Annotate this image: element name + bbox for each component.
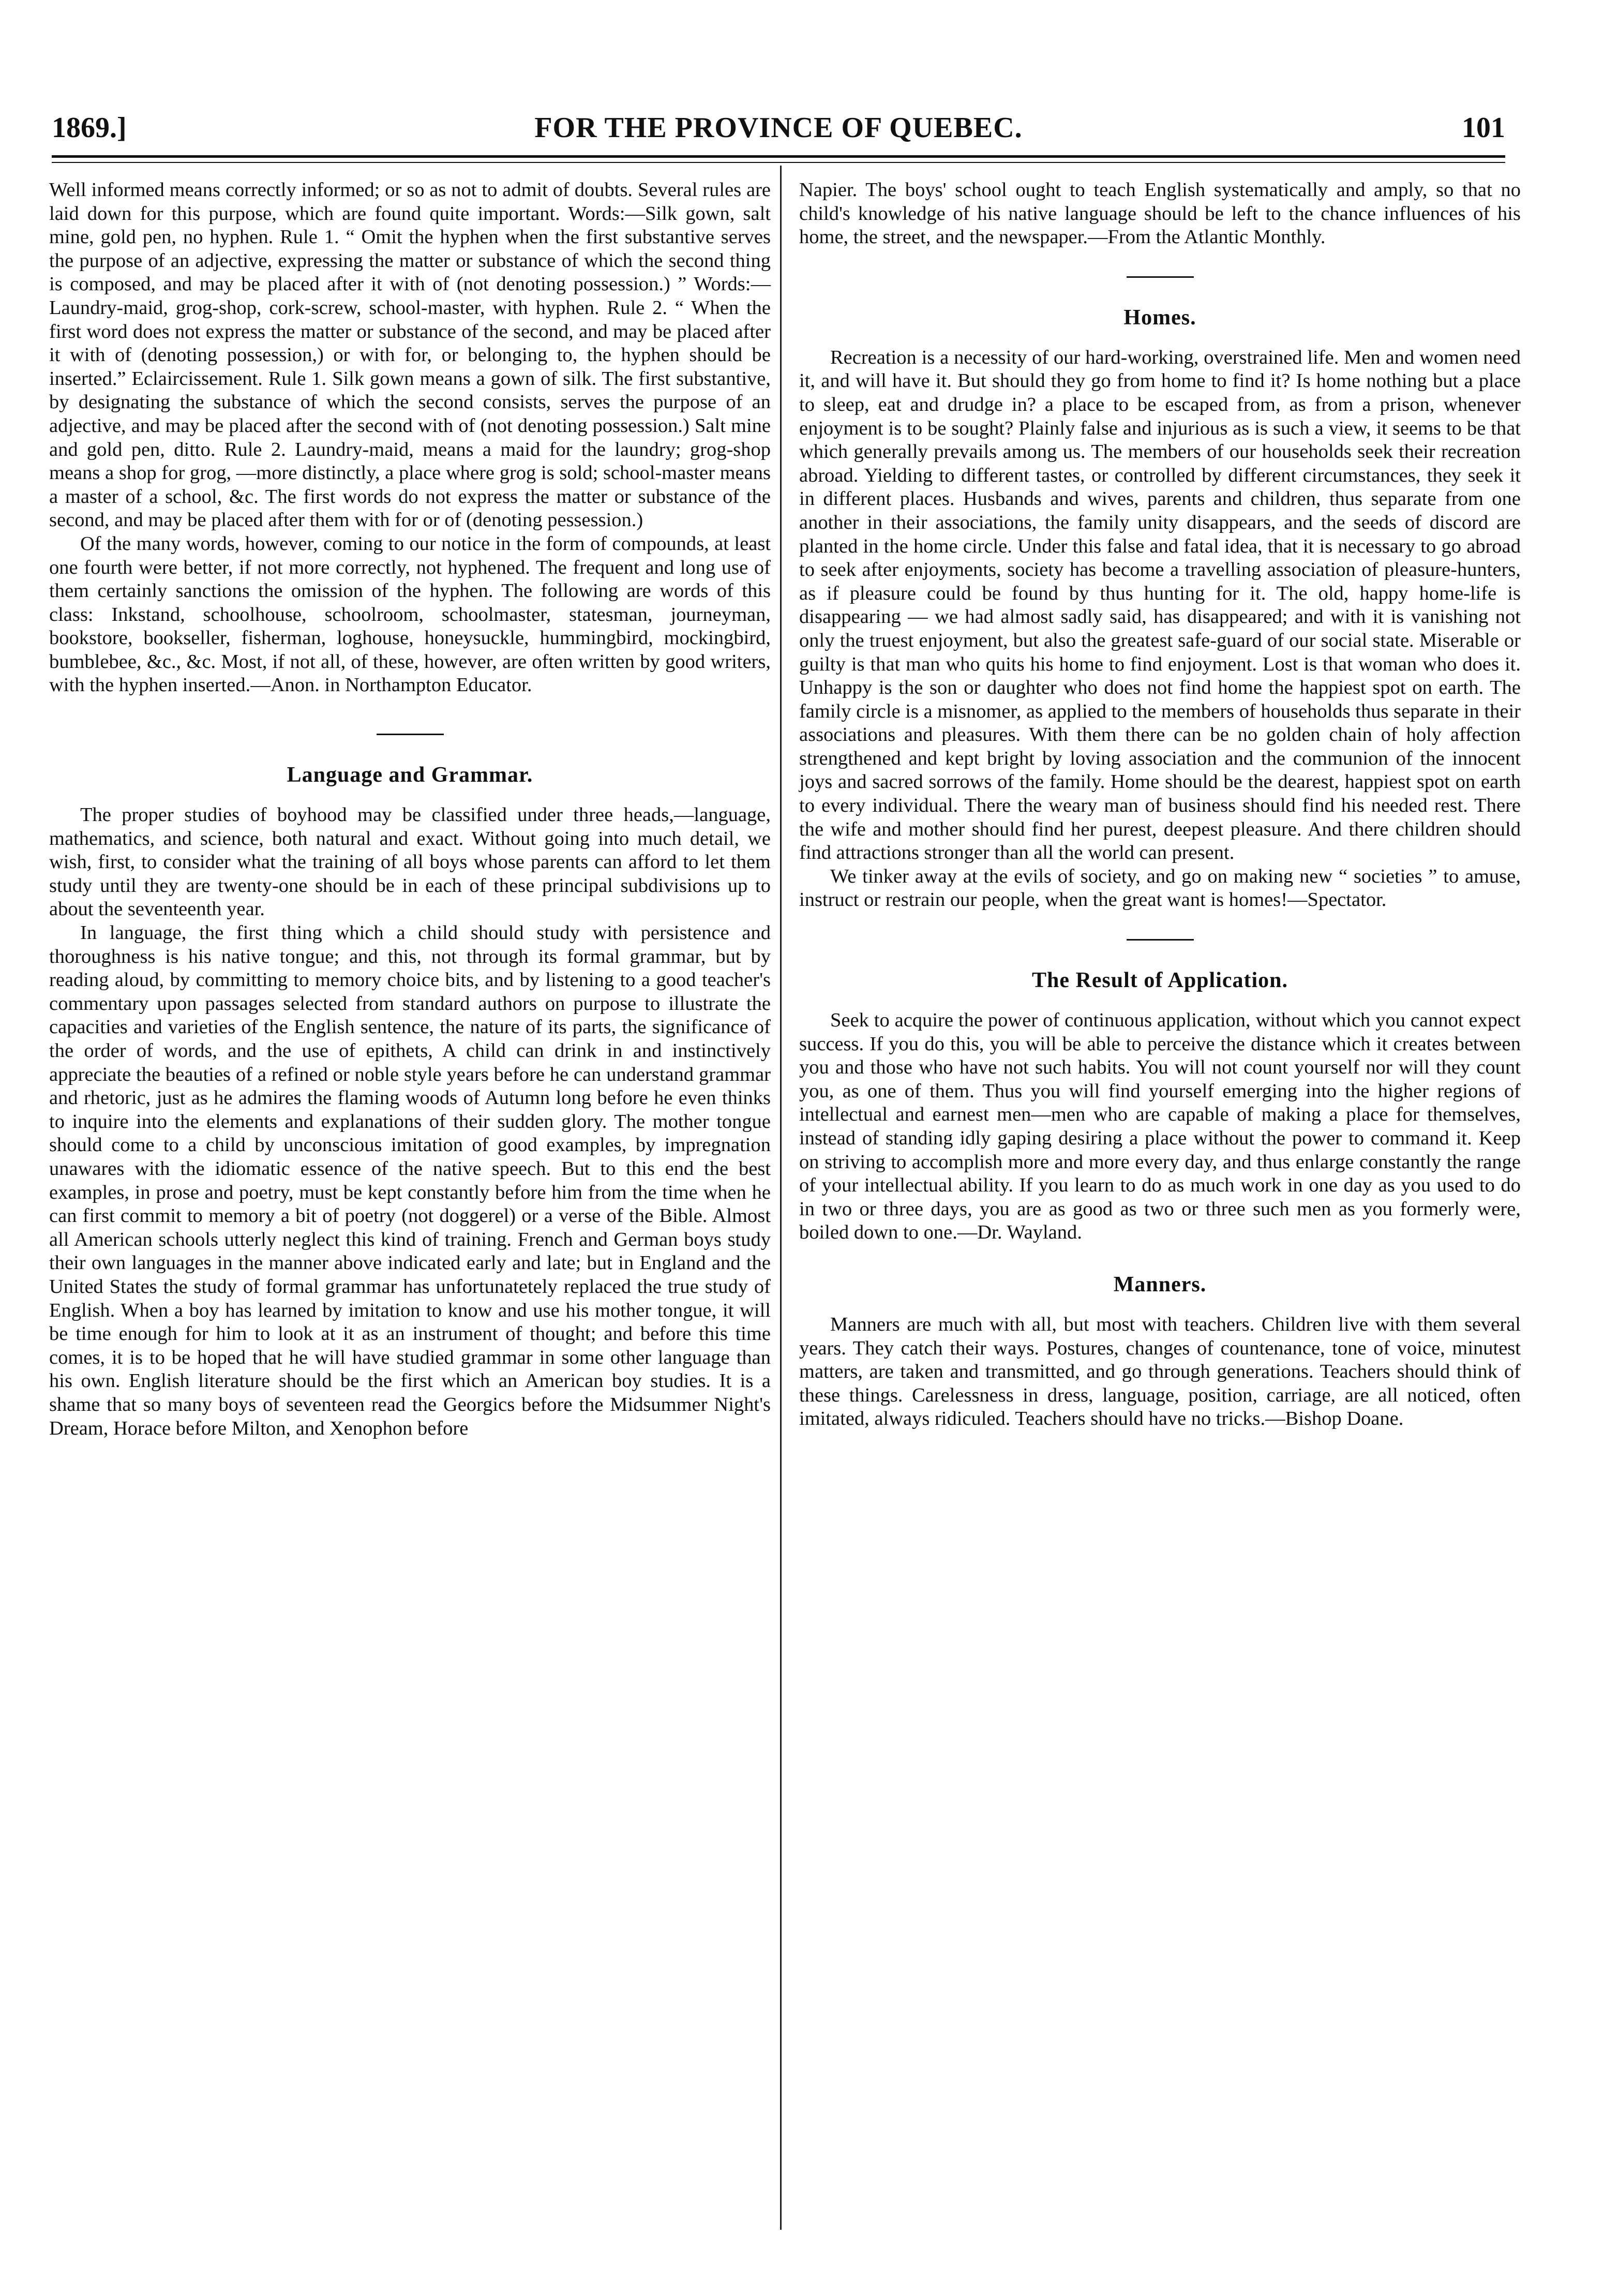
homes-para-1: Recreation is a necessity of our hard-working, overstrained life. Men and women need it, and will have it. But should they go from home to find it? Is home nothing but a place to sleep, eat and drudge in? a place to be escaped from, as from a prison, whenever enjoyment is to be sought? Plainly false and injurious as is such a view, it seems to be that which generally prevails among us. The members of our households seek their recreation abroad. Yielding to different tastes, or controlled by different circumstances, they seek it in different places. Husbands and wives, parents and children, thus separate from one another in their associations, the family unity disappears, and the seeds of discord are planted in the home circle. Under this false and fatal idea, that it is necessary to go abroad to seek after enjoyments, society has become a travelling association of pleasure-hunters, as if pleasure could be found by thus hunting for it. The old, happy home-life is disappearing — we had almost sadly said, has disappeared; and with it is vanishing not only the truest enjoyment, but also the greatest safe-guard of our social state. Miserable or guilty is that man who quits his home to find enjoyment. Lost is that woman who does it. Unhappy is the son or daughter who does not find home the happiest spot on earth. The family circle is a misnomer, as applied to the members of households thus separate in their associations and pleasures. With them there can be no golden chain of holy affection strengthened and kept bright by loving association and the communion of the innocent joys and sacred sorrows of the family. Home should be the dearest, happiest spot on earth to every individual. There the weary man of business should find his needed rest. There the wife and mother should find her purest, deepest pleasure. And there children should find attractions stronger than all the world can present. [799,346,1521,864]
left-column [49,178,771,1440]
homes-para-2: We tinker away at the evils of society, and go on making new “ societies ” to amuse, instruct or restrain our people, when the great want is homes!—Spectator. [799,865,1521,911]
homes-title: Homes. [1123,305,1196,330]
manners-para: Manners are much with all, but most with teachers. Children live with them several years. They catch their ways. Postures, changes of countenance, tone of voice, minutest matters, are taken and transmitted, and go through generations. Teachers should think of these things. Carelessness in dress, language, position, carriage, are all noticed, often imitated, always ridiculed. Teachers should have no tricks.—Bishop Doane. [799,1313,1521,1430]
language-grammar-para-2: In language, the first thing which a child should study with persistence and thoroughness is his native tongue; and this, not through its formal grammar, but by reading aloud, by committing to memory choice bits, and by listening to a good teacher's commentary upon passages selected from standard authors on purpose to illustrate the capacities and varieties of the English sentence, the nature of its parts, the significance of the order of words, and the use of epithets, A child can drink in and instinctively appreciate the beauties of a refined or noble style years before he can understand grammar and rhetoric, just as he admires the flaming woods of Autumn long before he even thinks to inquire into the elements and explanations of their sudden glory. The mother tongue should come to a child by unconscious imitation of good examples, by impregnation unawares with the idiomatic essence of the native speech. But to this end the best examples, in prose and poetry, must be kept constantly before him from the time when he can first commit to memory a bit of poetry (not doggerel) or a verse of the Bible. Almost all American schools utterly neglect this kind of training. French and German boys study their own languages in the manner above indicated early and late; but in England and the United States the study of formal grammar has unfortunatetely replaced the true study of English. When a boy has learned by imitation to know and use his mother tongue, it will be time enough for him to look at it as an instrument of thought; and before this time comes, it is to be hoped that he will have studied grammar in some other language than his own. English literature should be the first which an American boy studies. It is a shame that so many boys of seventeen read the Georgics before the Midsummer Night's Dream, Horace before Milton, and Xenophon before [49,922,771,1439]
header-title: FOR THE PROVINCE OF QUEBEC. [534,112,1023,144]
language-grammar-title: Language and Grammar. [287,763,533,787]
result-of-application-para: Seek to acquire the power of continuous application, without which you cannot expect success. If you do this, you will be able to perceive the distance which it creates between you and those who have not such habits. You will not count yourself nor will they count you, as one of them. Thus you will find yourself emerging into the higher regions of intellectual and earnest men—men who are capable of making a place for themselves, instead of standing idly gaping desiring a place without the power to command it. Keep on striving to accomplish more and more every day, and thus enlarge constantly the range of your intellectual ability. If you learn to do as much work in one day as you used to do in two or three days, you are as good as two or three such men as you formerly were, boiled down to one.—Dr. Wayland. [799,1009,1521,1244]
right-column [799,178,1521,1431]
header-page-number: 101 [1462,112,1505,144]
manners-title: Manners. [1113,1272,1207,1296]
page-header [52,111,1505,158]
header-rule-thick [52,155,1505,158]
language-grammar-continued: Napier. The boys' school ought to teach English systematically and amply, so that no child's knowledge of his native language should be left to the chance influences of his home, the street, and the newspaper.—From the Atlantic Monthly. [799,179,1521,248]
hyphen-article-para-1: Well informed means correctly informed; or so as not to admit of doubts. Several rules are laid down for this purpose, which are found quite important. Words:—Silk gown, salt mine, gold pen, no hyphen. Rule 1. “ Omit the hyphen when the first substantive serves the purpose of an adjective, expressing the matter or substance of which the second thing is composed, and may be placed after it with of (not denoting possession.) ” Words:—Laundry-maid, grog-shop, cork-screw, school-master, with hyphen. Rule 2. “ When the first word does not express the matter or substance of the second, and may be placed after it with of (denoting possession,) or with for, or belonging to, the hyphen should be inserted.” Eclaircissement. Rule 1. Silk gown means a gown of silk. The first substantive, by designating the substance of which the second consists, serves the purpose of an adjective, and may be placed after the second with of (not denoting possession.) Salt mine and gold pen, ditto. Rule 2. Laundry-maid, means a maid for the laundry; grog-shop means a shop for grog, —more distinctly, a place where grog is sold; school-master means a master of a school, &c. The first words do not express the matter or substance of the second, and may be placed after them with for or of (denoting pessession.) [49,179,771,531]
header-year: 1869.] [52,112,127,144]
hyphen-article-para-2: Of the many words, however, coming to our notice in the form of compounds, at least one fourth were better, if not more correctly, not hyphened. The frequent and long use of them certainly sanctions the omission of the hyphen. The following are words of this class: Inkstand, schoolhouse, schoolroom, schoolmaster, statesman, journeyman, bookstore, bookseller, fisherman, loghouse, honeysuckle, hummingbird, mockingbird, bumblebee, &c., &c. Most, if not all, of these, however, are often written by good writers, with the hyphen inserted.—Anon. in Northampton Educator. [49,532,771,696]
result-of-application-title: The Result of Application. [1031,968,1288,993]
header-rule-thin [52,162,1505,163]
language-grammar-para-1: The proper studies of boyhood may be classified under three heads,—language, mathematics, and science, both natural and exact. Without going into much detail, we wish, first, to consider what the training of all boys whose parents can afford to let them study until they are twenty-one should be in each of these principal subdivisions up to about the seventeenth year. [49,804,771,920]
column-divider [780,166,782,2230]
